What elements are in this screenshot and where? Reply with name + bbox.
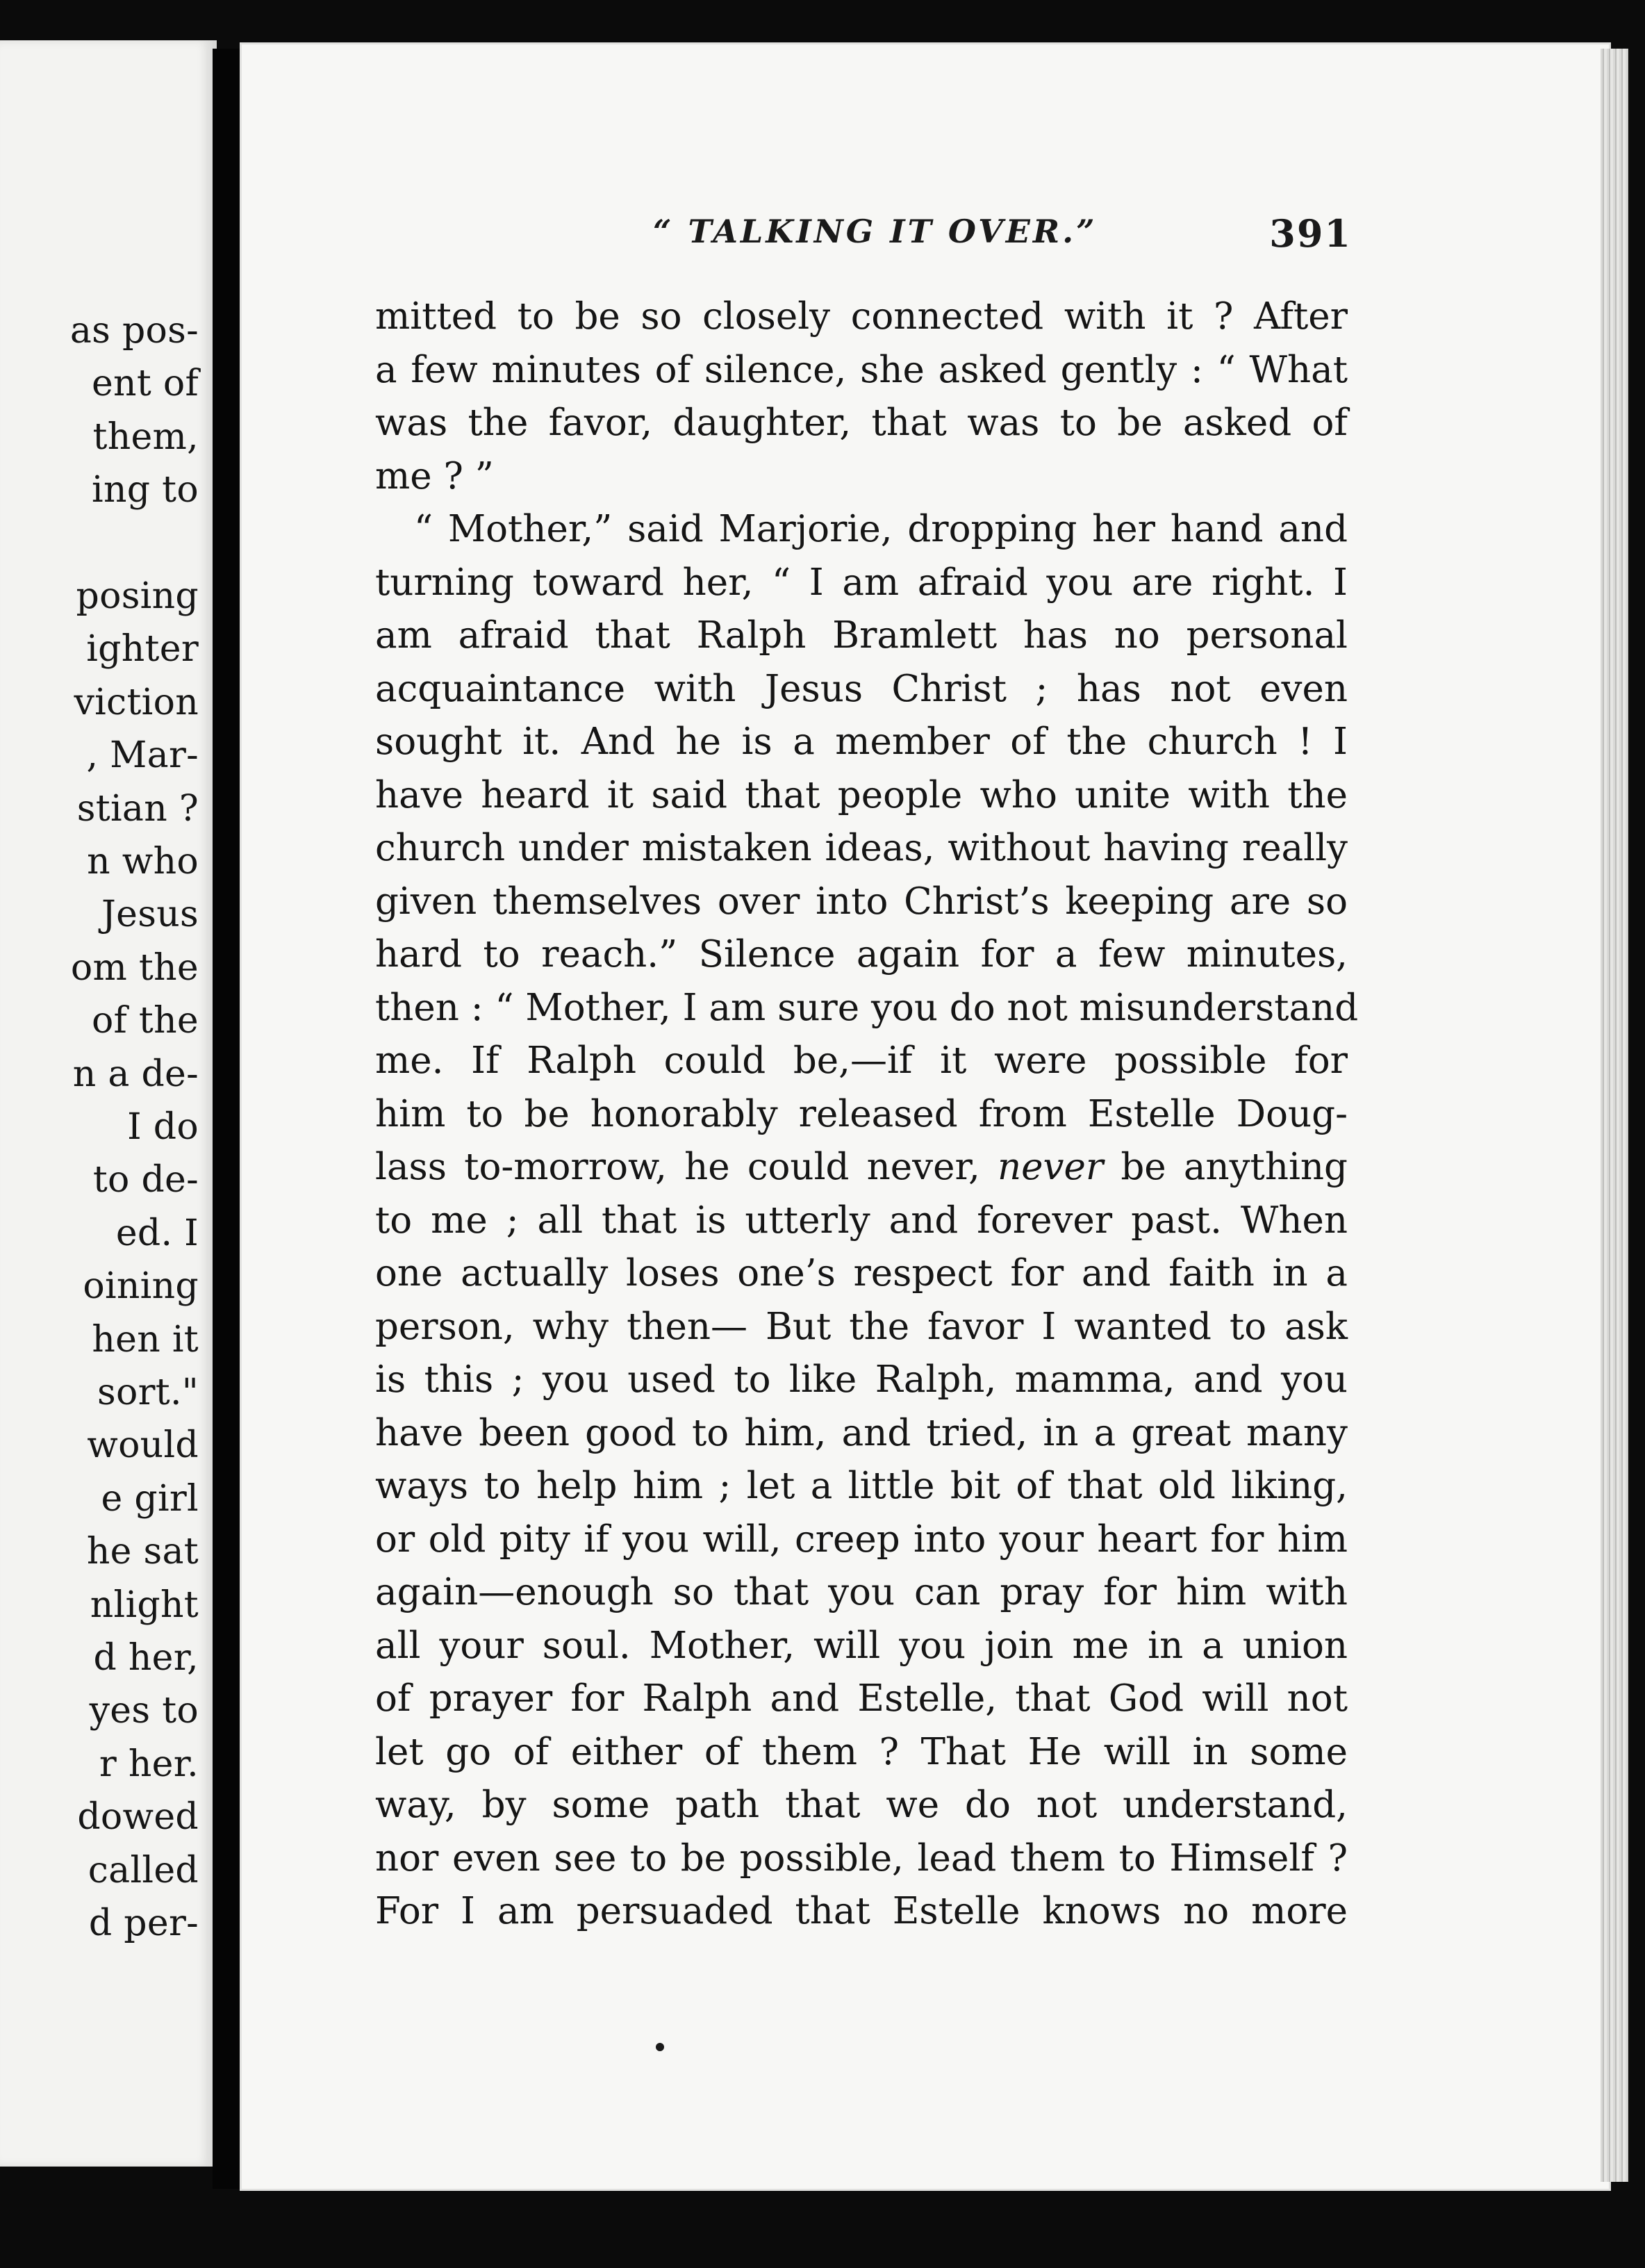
left-page-line: e girl: [101, 1477, 199, 1520]
text-line: him to be honorably released from Estelle Doug-: [375, 1092, 1348, 1135]
text-line: [375, 1141, 1348, 1194]
text-line: given themselves over into Christ’s keeping are so: [375, 880, 1348, 923]
left-page-line: sort.": [97, 1372, 199, 1413]
text-line: sought it. And he is a member of the church ! I: [375, 721, 1348, 763]
left-page-line: Jesus: [101, 894, 199, 936]
left-page-line: them,: [92, 416, 199, 458]
body-text: [375, 290, 1359, 1939]
left-page-line: ent of: [91, 363, 199, 405]
bottom-speck: [656, 2043, 664, 2051]
left-page-line: yes to: [89, 1690, 199, 1732]
text-line: ways to help him ; let a little bit of that old liking,: [375, 1465, 1348, 1507]
text-line: or old pity if you will, creep into your heart for him: [375, 1518, 1348, 1561]
text-line: For I am persuaded that Estelle knows no more: [375, 1890, 1348, 1932]
left-page-line: r her.: [99, 1743, 199, 1785]
text-line: is this ; you used to like Ralph, mamma, and you: [375, 1358, 1348, 1401]
page-edges: [1601, 49, 1628, 2182]
emphasized-word: never: [998, 1146, 1104, 1188]
text-line: hard to reach.” Silence again for a few minutes,: [375, 933, 1348, 976]
text-line: church under mistaken ideas, without having really: [375, 827, 1348, 869]
text-line: have been good to him, and tried, in a great many: [375, 1411, 1348, 1454]
text-line: am afraid that Ralph Bramlett has no personal: [375, 614, 1348, 657]
left-page-line: to de-: [92, 1159, 199, 1201]
text-line: to me ; all that is utterly and forever past. When: [375, 1199, 1348, 1242]
text-line: of prayer for Ralph and Estelle, that God will not: [375, 1677, 1348, 1720]
left-page-line: called: [88, 1849, 199, 1891]
text-line: person, why then— But the favor I wanted to ask: [375, 1305, 1348, 1348]
text-line: was the favor, daughter, that was to be asked of: [375, 402, 1348, 444]
text-line: “ Mother,” said Marjorie, dropping her hand and: [414, 508, 1348, 550]
left-page-line: posing: [76, 575, 199, 617]
text-line: a few minutes of silence, she asked gently : “ What: [375, 348, 1348, 391]
left-page-line: , Mar-: [86, 734, 199, 777]
text-fragment: lass to-morrow, he could never,: [375, 1146, 998, 1188]
left-facing-page: [0, 40, 217, 2167]
text-line: mitted to be so closely connected with it ? After: [375, 295, 1348, 338]
running-head: “ TALKING IT OVER.”: [653, 213, 1098, 250]
left-page-line: I do: [127, 1106, 199, 1148]
text-fragment: be anything: [1103, 1146, 1348, 1188]
text-line: turning toward her, “ I am afraid you are right. I: [375, 561, 1348, 604]
left-page-line: n a de-: [72, 1053, 199, 1095]
text-line: me ? ”: [375, 454, 494, 498]
page-number: 391: [1269, 211, 1352, 256]
left-page-line: as pos-: [69, 310, 199, 352]
left-page-line: n who: [87, 841, 199, 882]
text-line: all your soul. Mother, will you join me in a union: [375, 1624, 1348, 1667]
left-page-line: of the: [91, 1000, 199, 1042]
left-page-line: oining: [83, 1265, 199, 1308]
left-page-line: hen it: [92, 1318, 199, 1361]
left-page-line: d per-: [88, 1903, 199, 1944]
text-line: one actually loses one’s respect for and faith in a: [375, 1252, 1348, 1295]
left-page-line: ing to: [92, 469, 199, 511]
left-page-line: he sat: [86, 1531, 199, 1573]
text-line: way, by some path that we do not understand,: [375, 1784, 1348, 1826]
text-line: nor even see to be possible, lead them to Himself ?: [375, 1836, 1348, 1880]
left-page-line: om the: [70, 946, 199, 989]
left-page-line: ighter: [86, 628, 199, 671]
left-page-line: ed. I: [115, 1212, 199, 1254]
text-line: again—enough so that you can pray for him with: [375, 1571, 1348, 1613]
text-line: me. If Ralph could be,—if it were possible for: [375, 1040, 1348, 1082]
left-page-line: nlight: [90, 1584, 199, 1626]
text-line: then : “ Mother, I am sure you do not misunderstand: [375, 986, 1359, 1029]
left-page-line: would: [87, 1424, 199, 1467]
left-page-line: stian ?: [76, 787, 199, 830]
left-page-line: dowed: [77, 1796, 199, 1839]
text-line: let go of either of them ? That He will in some: [375, 1730, 1348, 1773]
text-line: acquaintance with Jesus Christ ; has not even: [375, 667, 1348, 710]
text-line: have heard it said that people who unite with the: [375, 773, 1348, 816]
left-page-line: viction: [74, 681, 199, 723]
left-page-line: d her,: [93, 1637, 199, 1679]
